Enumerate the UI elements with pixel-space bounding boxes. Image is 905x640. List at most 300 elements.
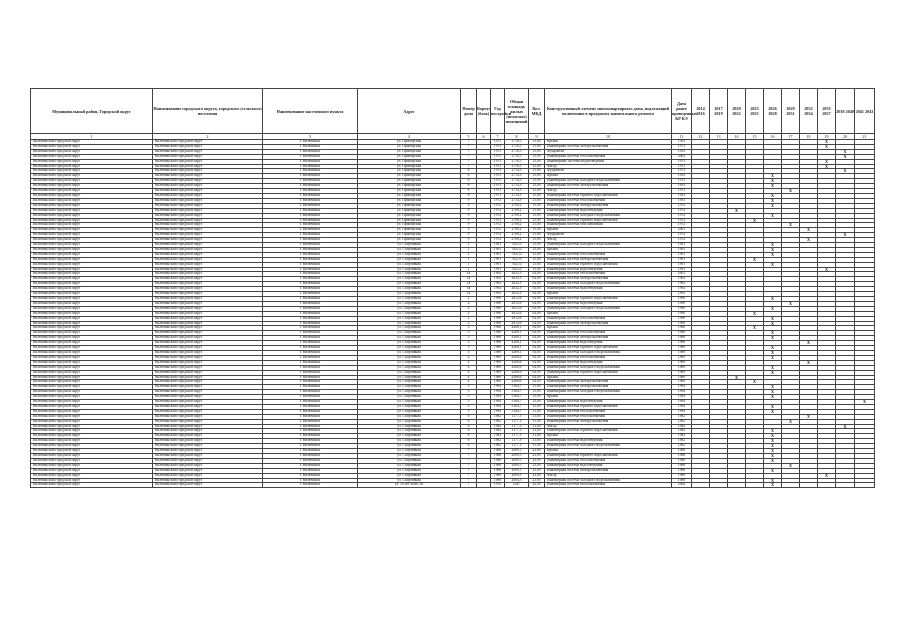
year-cell: 1972: [491, 228, 505, 233]
prev-repair-cell: 1982: [672, 424, 692, 429]
house-cell: 6: [461, 439, 477, 444]
column-number: 12: [692, 134, 710, 140]
mkd-cell: 23,00: [529, 463, 545, 468]
period-mark-cell: X: [818, 144, 836, 149]
prev-repair-cell: 1973: [672, 169, 692, 174]
house-cell: 5: [461, 385, 477, 390]
mkd-cell: 04,00: [529, 316, 545, 321]
period-mark-cell: X: [764, 262, 782, 267]
house-cell: 9: [461, 213, 477, 218]
settlement-cell: Вилючинский городской округ: [153, 463, 263, 468]
house-cell: 6: [461, 444, 477, 449]
settlement-cell: Вилючинский городской округ: [153, 355, 263, 360]
element-cell: Инженерная система холодного водоснабжения: [545, 365, 672, 370]
street-cell: ул. Спортивная: [358, 257, 461, 262]
area-cell: 5164,7: [505, 404, 529, 409]
district-cell: Вилючинский городской округ: [31, 463, 153, 468]
district-cell: Вилючинский городской округ: [31, 169, 153, 174]
mkd-cell: 04,00: [529, 370, 545, 375]
house-cell: 9: [461, 203, 477, 208]
period-mark-cell: X: [836, 149, 855, 154]
year-cell: 1972: [491, 203, 505, 208]
year-cell: 1988: [491, 478, 505, 483]
mkd-cell: 31,00: [529, 429, 545, 434]
district-cell: Вилючинский городской округ: [31, 409, 153, 414]
house-cell: 2: [461, 301, 477, 306]
year-cell: 1973: [491, 149, 505, 154]
element-cell: Инженерная система водоотведения: [545, 463, 672, 468]
house-cell: 7: [461, 164, 477, 169]
mkd-cell: 04,00: [529, 297, 545, 302]
locality-cell: г. Вилючинск: [263, 311, 358, 316]
column-number: 16: [764, 134, 782, 140]
element-cell: Инженерная система газоснабжения: [545, 223, 672, 228]
element-cell: Инженерная система водоотведения: [545, 208, 672, 213]
element-cell: Фасад: [545, 238, 672, 243]
house-cell: 5: [461, 395, 477, 400]
prev-repair-cell: 1953: [672, 149, 692, 154]
area-cell: 7821,0: [505, 257, 529, 262]
element-cell: Инженерная система холодного водоснабжения: [545, 213, 672, 218]
prev-repair-cell: 1972: [672, 213, 692, 218]
year-cell: 1972: [491, 218, 505, 223]
prev-repair-cell: 1972: [672, 218, 692, 223]
district-cell: Вилючинский городской округ: [31, 174, 153, 179]
house-cell: 9: [461, 228, 477, 233]
year-cell: 1988: [491, 326, 505, 331]
area-cell: 4266,6: [505, 370, 529, 375]
district-cell: Вилючинский городской округ: [31, 272, 153, 277]
element-cell: Инженерная система теплоснабжения: [545, 331, 672, 336]
column-header: 2032 2034: [800, 89, 818, 134]
district-cell: Вилючинский городской округ: [31, 223, 153, 228]
year-cell: 1988: [491, 463, 505, 468]
column-header: 2038 2040: [836, 89, 855, 134]
settlement-cell: Вилючинский городской округ: [153, 149, 263, 154]
year-cell: 1982: [491, 444, 505, 449]
mkd-cell: 15,00: [529, 262, 545, 267]
period-mark-cell: X: [764, 395, 782, 400]
prev-repair-cell: 1982: [672, 414, 692, 419]
house-cell: 7: [461, 449, 477, 454]
house-cell: 1: [461, 267, 477, 272]
settlement-cell: Вилючинский городской округ: [153, 414, 263, 419]
year-cell: 1982: [491, 439, 505, 444]
settlement-cell: Вилючинский городской округ: [153, 424, 263, 429]
locality-cell: г. Вилючинск: [263, 144, 358, 149]
mkd-cell: 04,00: [529, 287, 545, 292]
street-cell: ул. Приморская: [358, 169, 461, 174]
settlement-cell: Вилючинский городской округ: [153, 262, 263, 267]
element-cell: Инженерная система горячего водоснабжения: [545, 404, 672, 409]
street-cell: ул. Спортивная: [358, 385, 461, 390]
period-mark-cell: X: [800, 414, 818, 419]
house-cell: 9: [461, 218, 477, 223]
year-cell: 1991: [491, 267, 505, 272]
mkd-cell: 15,00: [529, 233, 545, 238]
mkd-cell: 15,00: [529, 174, 545, 179]
district-cell: Вилючинский городской округ: [31, 203, 153, 208]
street-cell: ул. Спортивная: [358, 400, 461, 405]
settlement-cell: Вилючинский городской округ: [153, 404, 263, 409]
house-cell: 4: [461, 370, 477, 375]
column-header: Дата ранее проведенных КР КЭ: [672, 89, 692, 134]
period-mark-cell: X: [764, 243, 782, 248]
table-row: [31, 483, 875, 488]
settlement-cell: Вилючинский городской округ: [153, 292, 263, 297]
column-number: 11: [672, 134, 692, 140]
column-header: Номер дома: [461, 89, 477, 134]
mkd-cell: 04,00: [529, 272, 545, 277]
year-cell: 1988: [491, 468, 505, 473]
house-cell: 7: [461, 468, 477, 473]
year-cell: 1973: [491, 189, 505, 194]
area-cell: 4268,1: [505, 350, 529, 355]
column-header: Адрес: [358, 89, 461, 134]
mkd-cell: 15,00: [529, 179, 545, 184]
district-cell: Вилючинский городской округ: [31, 346, 153, 351]
element-cell: Инженерная система электроснабжения: [545, 184, 672, 189]
area-cell: 2718,5: [505, 159, 529, 164]
year-cell: 1973: [491, 144, 505, 149]
area-cell: 4268,1: [505, 346, 529, 351]
year-cell: 1988: [491, 341, 505, 346]
locality-cell: г. Вилючинск: [263, 336, 358, 341]
settlement-cell: Вилючинский городской округ: [153, 159, 263, 164]
area-cell: 2632,3: [505, 277, 529, 282]
mkd-cell: 23,00: [529, 468, 545, 473]
house-cell: 1: [461, 257, 477, 262]
house-cell: 3: [461, 341, 477, 346]
settlement-cell: Вилючинский городской округ: [153, 434, 263, 439]
element-cell: Инженерная система горячего водоснабжения: [545, 297, 672, 302]
street-cell: ул. Спортивная: [358, 252, 461, 257]
locality-cell: г. Вилючинск: [263, 409, 358, 414]
area-cell: 2708,2: [505, 203, 529, 208]
area-cell: 7821,0: [505, 262, 529, 267]
locality-cell: г. Вилючинск: [263, 458, 358, 463]
period-mark-cell: X: [746, 311, 764, 316]
house-cell: 4: [461, 365, 477, 370]
settlement-cell: Вилючинский городской округ: [153, 223, 263, 228]
street-cell: ул. Спортивная: [358, 429, 461, 434]
mkd-cell: 04,00: [529, 346, 545, 351]
column-number: 6: [477, 134, 491, 140]
prev-repair-cell: 1991: [672, 252, 692, 257]
locality-cell: г. Вилючинск: [263, 218, 358, 223]
street-cell: ул. Приморская: [358, 189, 461, 194]
prev-repair-cell: 1991: [672, 243, 692, 248]
house-cell: 3: [461, 350, 477, 355]
street-cell: ул. Приморская: [358, 159, 461, 164]
house-cell: 5: [461, 404, 477, 409]
column-number: 9: [529, 134, 545, 140]
element-cell: Крыша: [545, 228, 672, 233]
house-cell: 8: [461, 179, 477, 184]
column-header: Конструктивный элемент многоквартирного дома, подлежащий включению в программу капитального ремонта: [545, 89, 672, 134]
settlement-cell: Вилючинский городской округ: [153, 218, 263, 223]
period-mark-cell: X: [782, 223, 800, 228]
area-cell: 4266,6: [505, 360, 529, 365]
locality-cell: г. Вилючинск: [263, 463, 358, 468]
street-cell: ул. Приморская: [358, 238, 461, 243]
street-cell: ул. Приморская: [358, 233, 461, 238]
settlement-cell: Вилючинский городской округ: [153, 341, 263, 346]
prev-repair-cell: 1988: [672, 331, 692, 336]
house-cell: 5: [461, 400, 477, 405]
district-cell: Вилючинский городской округ: [31, 140, 153, 145]
house-cell: 6: [461, 424, 477, 429]
period-mark-cell: X: [764, 184, 782, 189]
column-header: 2020 2022: [728, 89, 746, 134]
locality-cell: г. Вилючинск: [263, 331, 358, 336]
year-cell: 1992: [491, 277, 505, 282]
locality-cell: г. Вилючинск: [263, 238, 358, 243]
element-cell: Инженерная система холодного водоснабжения: [545, 282, 672, 287]
locality-cell: г. Вилючинск: [263, 390, 358, 395]
element-cell: Инженерная система водоотведения: [545, 400, 672, 405]
mkd-cell: 31,00: [529, 434, 545, 439]
street-cell: ул. 50 лет ВЛКСМ: [358, 483, 461, 488]
street-cell: ул. Приморская: [358, 223, 461, 228]
mkd-cell: 04,00: [529, 301, 545, 306]
prev-repair-cell: 1988: [672, 454, 692, 459]
area-cell: 7821,0: [505, 252, 529, 257]
element-cell: Инженерная система теплоснабжения: [545, 198, 672, 203]
locality-cell: г. Вилючинск: [263, 252, 358, 257]
prev-repair-cell: 1953: [672, 184, 692, 189]
period-mark-cell: [836, 483, 855, 488]
period-mark-cell: X: [836, 233, 855, 238]
street-cell: ул. Спортивная: [358, 409, 461, 414]
element-cell: Крыша: [545, 375, 672, 380]
locality-cell: г. Вилючинск: [263, 247, 358, 252]
area-cell: 2708,2: [505, 223, 529, 228]
settlement-cell: Вилючинский городской округ: [153, 346, 263, 351]
prev-repair-cell: 2001: [672, 228, 692, 233]
column-number: 14: [728, 134, 746, 140]
area-cell: 2812,6: [505, 321, 529, 326]
locality-cell: г. Вилючинск: [263, 395, 358, 400]
year-cell: 1992: [491, 287, 505, 292]
column-header: 2029 2031: [782, 89, 800, 134]
locality-cell: г. Вилючинск: [263, 292, 358, 297]
mkd-cell: 15,00: [529, 390, 545, 395]
settlement-cell: Вилючинский городской округ: [153, 257, 263, 262]
year-cell: 1973: [491, 193, 505, 198]
prev-repair-cell: 1994: [672, 385, 692, 390]
street-cell: ул. Приморская: [358, 218, 461, 223]
house-cell: 2: [461, 321, 477, 326]
street-cell: ул. Приморская: [358, 213, 461, 218]
year-cell: 1994: [491, 395, 505, 400]
settlement-cell: Вилючинский городской округ: [153, 193, 263, 198]
locality-cell: г. Вилючинск: [263, 223, 358, 228]
district-cell: Вилючинский городской округ: [31, 444, 153, 449]
house-cell: 5: [461, 409, 477, 414]
district-cell: Вилючинский городской округ: [31, 252, 153, 257]
period-mark-cell: X: [764, 203, 782, 208]
locality-cell: г. Вилючинск: [263, 287, 358, 292]
period-mark-cell: X: [782, 301, 800, 306]
settlement-cell: Вилючинский городской округ: [153, 473, 263, 478]
locality-cell: г. Вилючинск: [263, 444, 358, 449]
element-cell: Крыша: [545, 174, 672, 179]
column-number: 1: [31, 134, 153, 140]
prev-repair-cell: 1988: [672, 458, 692, 463]
house-cell: 6: [461, 429, 477, 434]
mkd-cell: 15,00: [529, 154, 545, 159]
mkd-cell: 23,00: [529, 449, 545, 454]
year-cell: 1991: [491, 262, 505, 267]
column-header: Корпус (блок): [477, 89, 491, 134]
mkd-cell: 04,00: [529, 365, 545, 370]
prev-repair-cell: 1982: [672, 434, 692, 439]
column-number: 2: [153, 134, 263, 140]
mkd-cell: 04,00: [529, 306, 545, 311]
locality-cell: г. Вилючинск: [263, 400, 358, 405]
area-cell: 2714,3: [505, 169, 529, 174]
street-cell: ул. Спортивная: [358, 292, 461, 297]
element-cell: Инженерная система электроснабжения: [545, 419, 672, 424]
element-cell: Инженерная система теплоснабжения: [545, 355, 672, 360]
street-cell: ул. Спортивная: [358, 331, 461, 336]
house-cell: 7: [461, 483, 477, 488]
district-cell: Вилючинский городской округ: [31, 277, 153, 282]
prev-repair-cell: 2002: [672, 154, 692, 159]
mkd-cell: 15,00: [529, 267, 545, 272]
area-cell: 4266,6: [505, 355, 529, 360]
element-cell: Инженерная система холодного водоснабжения: [545, 179, 672, 184]
street-cell: ул. Спортивная: [358, 350, 461, 355]
mkd-cell: 15,00: [529, 208, 545, 213]
locality-cell: г. Вилючинск: [263, 365, 358, 370]
year-cell: 1991: [491, 247, 505, 252]
prev-repair-cell: 1982: [672, 439, 692, 444]
year-cell: 1992: [491, 292, 505, 297]
area-cell: 5164,7: [505, 400, 529, 405]
period-mark-cell: [855, 483, 875, 488]
locality-cell: г. Вилючинск: [263, 184, 358, 189]
prev-repair-cell: 1989: [672, 360, 692, 365]
column-number: 19: [818, 134, 836, 140]
street-cell: ул. Спортивная: [358, 390, 461, 395]
street-cell: ул. Спортивная: [358, 468, 461, 473]
locality-cell: г. Вилючинск: [263, 203, 358, 208]
street-cell: ул. Приморская: [358, 228, 461, 233]
house-cell: 9: [461, 198, 477, 203]
prev-repair-cell: 1989: [672, 355, 692, 360]
settlement-cell: Вилючинский городской округ: [153, 238, 263, 243]
settlement-cell: Вилючинский городской округ: [153, 478, 263, 483]
year-cell: 1982: [491, 419, 505, 424]
year-cell: 1988: [491, 449, 505, 454]
mkd-cell: 04,00: [529, 375, 545, 380]
street-cell: ул. Спортивная: [358, 306, 461, 311]
house-cell: 1а: [461, 282, 477, 287]
column-number: 20: [836, 134, 855, 140]
prev-repair-cell: 1988: [672, 336, 692, 341]
district-cell: Вилючинский городской округ: [31, 326, 153, 331]
element-cell: Инженерная система электроснабжения: [545, 385, 672, 390]
street-cell: ул. Спортивная: [358, 326, 461, 331]
area-cell: 2708,2: [505, 233, 529, 238]
element-cell: Инженерная система теплоснабжения: [545, 154, 672, 159]
element-cell: Инженерная система горячего водоснабжения: [545, 218, 672, 223]
house-cell: 2: [461, 311, 477, 316]
prev-repair-cell: 1991: [672, 247, 692, 252]
area-cell: 2708,2: [505, 228, 529, 233]
house-cell: 6: [461, 434, 477, 439]
year-cell: 1994: [491, 404, 505, 409]
area-cell: 1177,3: [505, 429, 529, 434]
house-cell: 7: [461, 458, 477, 463]
district-cell: Вилючинский городской округ: [31, 311, 153, 316]
settlement-cell: Вилючинский городской округ: [153, 282, 263, 287]
locality-cell: г. Вилючинск: [263, 360, 358, 365]
period-mark-cell: X: [764, 306, 782, 311]
settlement-cell: Вилючинский городской округ: [153, 336, 263, 341]
settlement-cell: Вилючинский городской округ: [153, 297, 263, 302]
block-cell: [477, 483, 491, 488]
mkd-cell: 15,00: [529, 400, 545, 405]
settlement-cell: Вилючинский городской округ: [153, 316, 263, 321]
locality-cell: г. Вилючинск: [263, 213, 358, 218]
district-cell: Вилючинский городской округ: [31, 233, 153, 238]
column-header: Муниципальный район, Городской округ: [31, 89, 153, 134]
district-cell: Вилючинский городской округ: [31, 434, 153, 439]
area-cell: 7821,0: [505, 243, 529, 248]
settlement-cell: Вилючинский городской округ: [153, 144, 263, 149]
settlement-cell: Вилючинский городской округ: [153, 208, 263, 213]
area-cell: 1177,3: [505, 419, 529, 424]
year-cell: 1982: [491, 429, 505, 434]
settlement-cell: Вилючинский городской округ: [153, 444, 263, 449]
house-cell: 3: [461, 331, 477, 336]
year-cell: 1972: [491, 238, 505, 243]
prev-repair-cell: 2001: [672, 272, 692, 277]
period-mark-cell: X: [764, 458, 782, 463]
prev-repair-cell: 1972: [672, 233, 692, 238]
house-cell: 6: [461, 414, 477, 419]
mkd-cell: 04,00: [529, 326, 545, 331]
prev-repair-cell: 1972: [672, 208, 692, 213]
period-mark-cell: X: [818, 140, 836, 145]
street-cell: ул. Спортивная: [358, 463, 461, 468]
period-mark-cell: X: [764, 444, 782, 449]
element-cell: Инженерная система холодного водоснабжения: [545, 243, 672, 248]
district-cell: Вилючинский городской округ: [31, 189, 153, 194]
mkd-cell: 15,00: [529, 385, 545, 390]
period-mark-cell: X: [764, 483, 782, 488]
area-cell: 2714,3: [505, 179, 529, 184]
area-cell: 4266,6: [505, 375, 529, 380]
area-cell: 5164,7: [505, 395, 529, 400]
period-mark-cell: X: [764, 404, 782, 409]
element-cell: Инженерная система электроснабжения: [545, 468, 672, 473]
prev-repair-cell: 1994: [672, 404, 692, 409]
element-cell: Инженерная система электроснабжения: [545, 257, 672, 262]
street-cell: ул. Приморская: [358, 154, 461, 159]
element-cell: Инженерная система электроснабжения: [545, 144, 672, 149]
settlement-cell: Вилючинский городской округ: [153, 409, 263, 414]
locality-cell: г. Вилючинск: [263, 404, 358, 409]
element-cell: Инженерная система электроснабжения: [545, 321, 672, 326]
area-cell: 2718,5: [505, 149, 529, 154]
prev-repair-cell: 1990: [672, 297, 692, 302]
district-cell: Вилючинский городской округ: [31, 473, 153, 478]
element-cell: Инженерная система холодного водоснабжения: [545, 350, 672, 355]
